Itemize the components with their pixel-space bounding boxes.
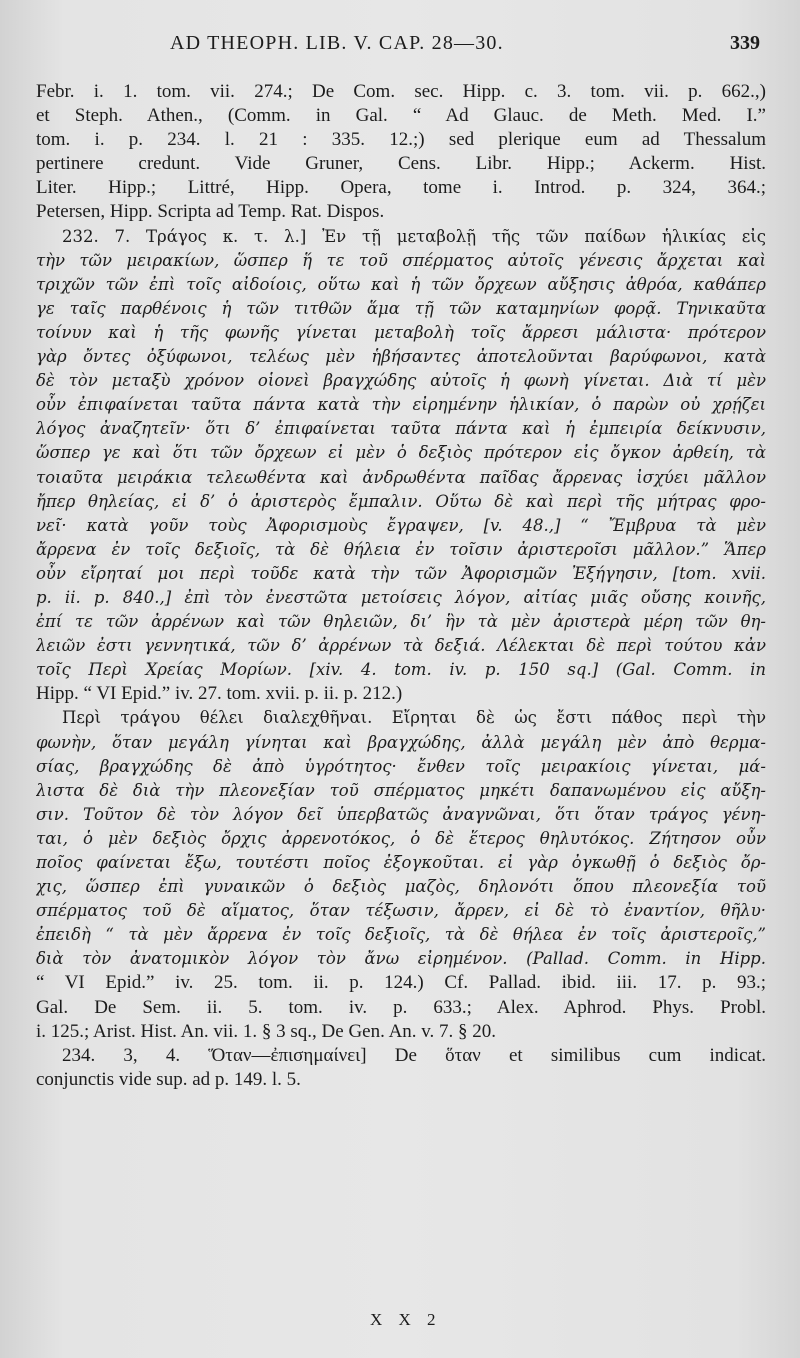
text-line: Gal. De Sem. ii. 5. tom. iv. p. 633.; Alex. Aphrod. Phys. Probl. [36, 996, 766, 1018]
text-line: Petersen, Hipp. Scripta ad Temp. Rat. Dispos. [36, 201, 385, 223]
greek-line: δὲ τὸν μεταξὺ χρόνον οἱονεὶ βραγχώδης αὐτοῖς ἡ φωνὴ γίνεται. Διὰ τί μὲν [36, 371, 766, 391]
greek-line: σιν. Τοῦτον δὲ τὸν λόγον δεῖ ὑπερβατῶς ἀναγνῶναι, ὅτι ὅταν τράγος γένη- [36, 804, 766, 824]
greek-line: τοίνυν καὶ ἡ τῆς φωνῆς γίνεται μεταβολὴ τοῖς ἄρρεσι μάλιστα· πρότερον [36, 322, 766, 342]
greek-line: γὰρ ὄντες ὀξύφωνοι, τελέως μὲν ἡβήσαντες ἀποτελοῦνται βαρύφωνοι, κατὰ [36, 347, 766, 367]
greek-line: ἄρρενα ἐν τοῖς δεξιοῖς, τὰ δὲ θήλεια ἐν τοῖσιν ἀριστεροῖσι μᾶλλον.” Ἅπερ [36, 539, 766, 559]
greek-line: χις, ὥσπερ ἐπὶ γυναικῶν ὁ δεξιὸς μαζὸς, δηλονότι ὅπου πλεονεξία τοῦ [36, 877, 766, 897]
page-header [60, 32, 760, 64]
greek-line: γε ταῖς παρθένοις ἡ τῶν τιτθῶν ἅμα τῇ τῶν καταμηνίων φορᾷ. Τηνικαῦτα [36, 298, 766, 318]
greek-line: φωνὴν, ὅταν μεγάλη γίνηται καὶ βραγχώδης, ἀλλὰ μεγάλη μὲν ἀπὸ θερμα- [36, 732, 766, 752]
greek-line: τὴν τῶν μειρακίων, ὥσπερ ἥ τε τοῦ σπέρματος αὐτοῖς γένεσις ἄρχεται καὶ [36, 250, 766, 270]
commentary-text [36, 80, 766, 1092]
greek-line: σπέρματος τοῦ δὲ αἵματος, ὅταν τέξωσιν, ἄρρεν, εἰ δὲ τὸ ἐναντίον, θῆλυ· [36, 901, 766, 921]
greek-line: λειῶν ἐστι γεννητικά, τῶν δ’ ἀρρένων τὰ δεξιά. Λέλεκται δὲ περὶ τούτου κἀν [36, 636, 766, 656]
text-line: i. 125.; Arist. Hist. An. vii. 1. § 3 sq., De Gen. An. v. 7. § 20. [36, 1020, 497, 1042]
note-232-heading: 232. 7. Τράγος κ. τ. λ.] Ἐν τῇ μεταβολῇ τῆς τῶν παίδων ἡλικίας εἰς [62, 226, 766, 246]
greek-line: οὖν εἴρηταί μοι περὶ τοῦδε κατὰ τὴν τῶν Ἀφορισμῶν Ἐξήγησιν, [tom. xvii. [36, 563, 766, 583]
greek-line: Περὶ τράγου θέλει διαλεχθῆναι. Εἴρηται δὲ ὡς ἔστι πάθος περὶ τὴν [62, 708, 766, 728]
greek-line: νεῖ· κατὰ γοῦν τοὺς Ἀφορισμοὺς ἔγραψεν, [v. 48.,] “ Ἔμβρυα τὰ μὲν [36, 515, 766, 535]
greek-line: p. ii. p. 840.,] ἐπὶ τὸν ἐνεστῶτα μετοίσεις λόγον, αἰτίας μιᾶς οὔσης κοινῆς, [36, 587, 766, 607]
greek-line: διὰ τὸν ἀνατομικὸν λόγον τὸν ἄνω εἰρημένον. (Pallad. Comm. in Hipp. [36, 949, 766, 969]
greek-line: τοιαῦτα μειράκια τελεωθέντα καὶ ἀνδρωθέντα παῖδας ἄρρενας ἰσχύει μᾶλλον [36, 467, 766, 487]
greek-line: λιστα δὲ διὰ τὴν πλεονεξίαν τοῦ σπέρματος μηκέτι δαπανωμένου εἰς αὔξη- [36, 780, 766, 800]
greek-line: οὖν ἐπιφαίνεται ταῦτα πάντα κατὰ τὴν εἰρημένην ἡλικίαν, ὁ παρὼν οὐ χρῄζει [36, 395, 766, 415]
greek-line: ἐπί τε τῶν ἀρρένων καὶ τῶν θηλειῶν, δι’ ἣν τὰ μὲν ἀριστερὰ μέρη τῶν θη- [36, 612, 766, 632]
greek-line: ποῖος φαίνεται ἔξω, τουτέστι ποῖος ἐξογκοῦται. εἰ γὰρ ὀγκωθῇ ὁ δεξιὸς ὄρ- [36, 853, 766, 872]
greek-line: ἤπερ θηλείας, εἰ δ’ ὁ ἀριστερὸς ἔμπαλιν. Οὕτω δὲ καὶ περὶ τῆς μήτρας φρο- [36, 491, 766, 511]
text-line: Febr. i. 1. tom. vii. 274.; De Com. sec. Hipp. c. 3. tom. vii. p. 662.,) [36, 81, 766, 102]
page-number: 339 [730, 32, 760, 54]
note-234-heading: 234. 3, 4. Ὅταν—ἐπισημαίνει] De ὅταν et similibus cum indicat. [62, 1044, 766, 1066]
text-line: “ VI Epid.” iv. 25. tom. ii. p. 124.) Cf. Pallad. ibid. iii. 17. p. 93.; [36, 972, 766, 994]
text-line: tom. i. p. 234. l. 21 : 335. 12.;) sed plerique eum ad Thessalum [36, 129, 766, 151]
text-line: conjunctis vide sup. ad p. 149. l. 5. [36, 1068, 301, 1090]
greek-line: ὥσπερ γε καὶ ὅτι τῶν ὄρχεων εἰ μὲν ὁ δεξιὸς πρότερον εἰς ὄγκον ἀρθείη, τὰ [36, 443, 766, 463]
greek-line: ται, ὁ μὲν δεξιὸς ὄρχις ἀρρενοτόκος, ὁ δὲ ἕτερος θηλυτόκος. Ζήτησον οὖν [36, 828, 766, 848]
greek-line: τριχῶν τῶν ἐπὶ τοῖς αἰδοίοις, οὕτω καὶ ἡ τῶν ὄρχεων αὔξησις ἀθρόα, καθάπερ [36, 274, 766, 294]
running-head: AD THEOPH. LIB. V. CAP. 28—30. [170, 32, 504, 54]
greek-line: τοῖς Περὶ Χρείας Μορίων. [xiv. 4. tom. iv. p. 150 sq.] (Gal. Comm. in [36, 660, 766, 680]
text-line: Liter. Hipp.; Littré, Hipp. Opera, tome i. Introd. p. 324, 364.; [36, 177, 766, 199]
greek-line: λόγος ἀναζητεῖν· ὅτι δ’ ἐπιφαίνεται ταῦτα πάντα καὶ ἡ ἐμπειρία δείκνυσιν, [36, 419, 766, 439]
text-line: pertinere credunt. Vide Gruner, Cens. Libr. Hipp.; Ackerm. Hist. [36, 153, 766, 175]
signature-mark: X X 2 [370, 1310, 442, 1329]
greek-line: σίας, βραγχώδης δὲ ἀπὸ ὑγρότητος· ἔνθεν τοῖς μειρακίοις γίνεται, μά- [36, 756, 766, 776]
greek-line: ἐπειδὴ “ τὰ μὲν ἄρρενα ἐν τοῖς δεξιοῖς, τὰ δὲ θήλεα ἐν τοῖς ἀριστεροῖς,” [36, 925, 766, 945]
text-line: Hipp. “ VI Epid.” iv. 27. tom. xvii. p. ii. p. 212.) [36, 683, 403, 705]
text-line: et Steph. Athen., (Comm. in Gal. “ Ad Glauc. de Meth. Med. I.” [36, 105, 766, 127]
